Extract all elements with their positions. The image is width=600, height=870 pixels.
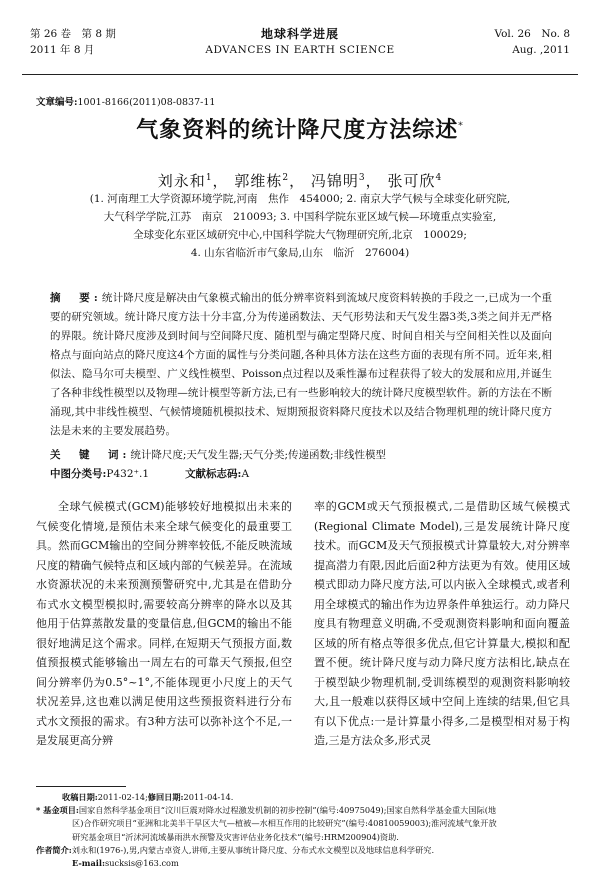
keywords <box>50 446 552 465</box>
received-date: 2011-02-14; <box>97 792 148 802</box>
body-column-left: 全球气候模式(GCM)能够较好地模拟出未来的气候变化情境,是预估未来全球气候变化的最重要工具。然而GCM输出的空间分辨率较低,不能反映流域尺度的精确气候特点和区域内部的气候差异。在流域水资源状况的未来预测预警研究中,尤其是在借助分布式水文模型模拟时,需要较高分辨率的降水以及其他用于估算蒸散发量的变量信息,但GCM的输出不能很好地满足这个需求。同样,在短期天气预报方面,数值预报模式能够输出一周左右的可靠天气预报,但空间分辨率仍为0.5°~1°,不能体现更小尺度上的天气状况差异,这也难以满足使用这些预报资料进行分布式水文预报的需求。有3种方法可以弥补这个不足,一是发展更高分辨 <box>36 500 292 747</box>
received-label: 收稿日期: <box>62 792 98 802</box>
abstract <box>50 289 552 441</box>
affiliation-line: 大气科学学院,江苏 南京 210093; 3. 中国科学院东亚区域气候—环境重点实验室, <box>103 211 497 223</box>
footnote-fund <box>36 804 570 817</box>
journal-name-cn: 地球科学进展 <box>260 27 339 41</box>
article-id <box>36 94 215 108</box>
fund-line: 区)合作研究项目“亚洲和北美半干旱区大气—植被—水相互作用的比较研究”(编号:40810059003);淮河流域气象开放 <box>72 818 497 829</box>
affiliation-line: 全球变化东亚区域研究中心,中国科学院大气物理研究所,北京 100029; <box>133 229 467 241</box>
author-separator: ， <box>289 172 306 190</box>
footnotes <box>36 791 570 870</box>
header-right <box>494 26 570 58</box>
title-footnote-mark: * <box>458 121 464 132</box>
author-affil-mark: 4 <box>435 173 443 183</box>
running-header <box>22 26 578 74</box>
author-affil-mark: 3 <box>358 173 366 183</box>
author-name: 郭维栋 <box>234 172 283 190</box>
header-rule <box>22 74 578 75</box>
title-text: 气象资料的统计降尺度方法综述 <box>136 117 459 143</box>
keywords-label: 关 键 词: <box>50 449 131 461</box>
author-list <box>0 170 600 191</box>
doc-code-value: A <box>241 468 250 480</box>
affiliation-line: (1. 河南理工大学资源环境学院,河南 焦作 454000; 2. 南京大学气候与全球变化研究院, <box>89 193 511 205</box>
footnote-dates <box>36 791 570 804</box>
clc-value: P432⁺.1 <box>106 468 150 480</box>
email-label: E-mail: <box>72 858 106 869</box>
abstract-text: 统计降尺度是解决由气象模式输出的低分辨率资料到流域尺度资料转换的手段之一,已成为一个重要的研究领域。统计降尺度方法十分丰富,分为传递函数法、天气形势法和天气发生器3类,3类之间并无严格的界限。统计降尺度涉及到时间与空间降尺度、随机型与确定型降尺度、时间自相关与空间相关性以及面向格点与面向站点的降尺度这4个方面的属性与分类问题,各种具体方法在这些方面的表现有所不同。近年来,相似法、隐马尔可夫模型、广义线性模型、Poisson点过程以及乘性瀑布过程获得了较大的发展和应用,并诞生了各种非线性模型以及物理—统计模型等新方法,已有一些影响较大的统计降尺度模型软件。新的方法在不断涌现,其中非线性模型、气候情境随机模拟技术、短期预报资料降尺度技术以及结合物理机理的统计降尺度方法是未来的主要发展趋势。 <box>50 292 552 437</box>
author-affil-mark: 1 <box>205 173 213 183</box>
author-bio: 刘永和(1976-),男,内蒙古卓资人,讲师,主要从事统计降尺度、分布式水文模型以及地球信息科学研究. <box>71 844 435 855</box>
affiliations <box>40 190 560 262</box>
author-separator: ， <box>365 172 382 190</box>
date-en: Aug. ,2011 <box>512 44 570 56</box>
article-id-value: 1001-8166(2011)08-0837-11 <box>77 97 216 108</box>
classification <box>50 465 552 484</box>
author-affil-mark: 2 <box>282 173 290 183</box>
author-name: 张可欣 <box>387 172 436 190</box>
paper-title <box>0 113 600 144</box>
fund-line: 研究基金项目“沂沭河流域暴雨洪水预警及灾害评估业务化技术”(编号:HRM200904)资助. <box>72 831 399 842</box>
date-cn: 2011 年 8 月 <box>30 44 95 56</box>
abstract-label: 摘 要: <box>50 292 102 304</box>
clc-label: 中图分类号: <box>50 468 107 480</box>
author-name: 刘永和 <box>157 172 206 190</box>
footnote-rule <box>36 786 126 787</box>
footnote-author <box>36 844 570 857</box>
volume-issue-en: Vol. 26 No. 8 <box>494 28 570 40</box>
revised-date: 2011-04-14. <box>183 792 234 802</box>
footnote-email <box>36 857 570 870</box>
article-id-label: 文章编号: <box>36 97 78 108</box>
fund-line: 国家自然科学基金项目“汶川巨震对降水过程激发机制的初步控制”(编号:40975049);国家自然科学基金重大国际(地 <box>78 805 497 816</box>
revised-label: 修回日期: <box>147 792 184 802</box>
fund-label: * 基金项目: <box>36 805 79 816</box>
keywords-text: 统计降尺度;天气发生器;天气分类;传递函数;非线性模型 <box>130 449 387 461</box>
author-separator: ， <box>212 172 229 190</box>
affiliation-line: 4. 山东省临沂市气象局,山东 临沂 276004) <box>190 247 410 259</box>
author-bio-label: 作者简介: <box>36 844 72 855</box>
body-column-right: 率的GCM或天气预报模式,二是借助区域气候模式(Regional Climate Model),三是发展统计降尺度技术。而GCM及天气预报模式计算量较大,对分辨率提高潜力有限,因此后面2种方法更为有效。使用区域模式即动力降尺度方法,可以内嵌入全球模式,或者利用全球模式的输出作为边界条件单独运行。动力降尺度具有物理意义明确,不受观测资料影响和面向覆盖区域的所有格点等很多优点,但它计算量大,模拟和配置不便。统计降尺度与动力降尺度方法相比,缺点在于模型缺少物理机制,受训练模型的观测资料影响较大,且一般难以获得区域中空间上连续的结果,但它具有以下优点:一是计算量小得多,二是模型相对易于构造,三是方法众多,形式灵 <box>314 500 570 747</box>
email-address[interactable]: sucksis@163.com <box>105 858 179 869</box>
journal-name-en: ADVANCES IN EARTH SCIENCE <box>205 44 395 56</box>
doc-code-label: 文献标志码: <box>185 468 242 480</box>
volume-issue-cn: 第 26 卷 第 8 期 <box>30 28 116 40</box>
author-name: 冯锦明 <box>310 172 359 190</box>
